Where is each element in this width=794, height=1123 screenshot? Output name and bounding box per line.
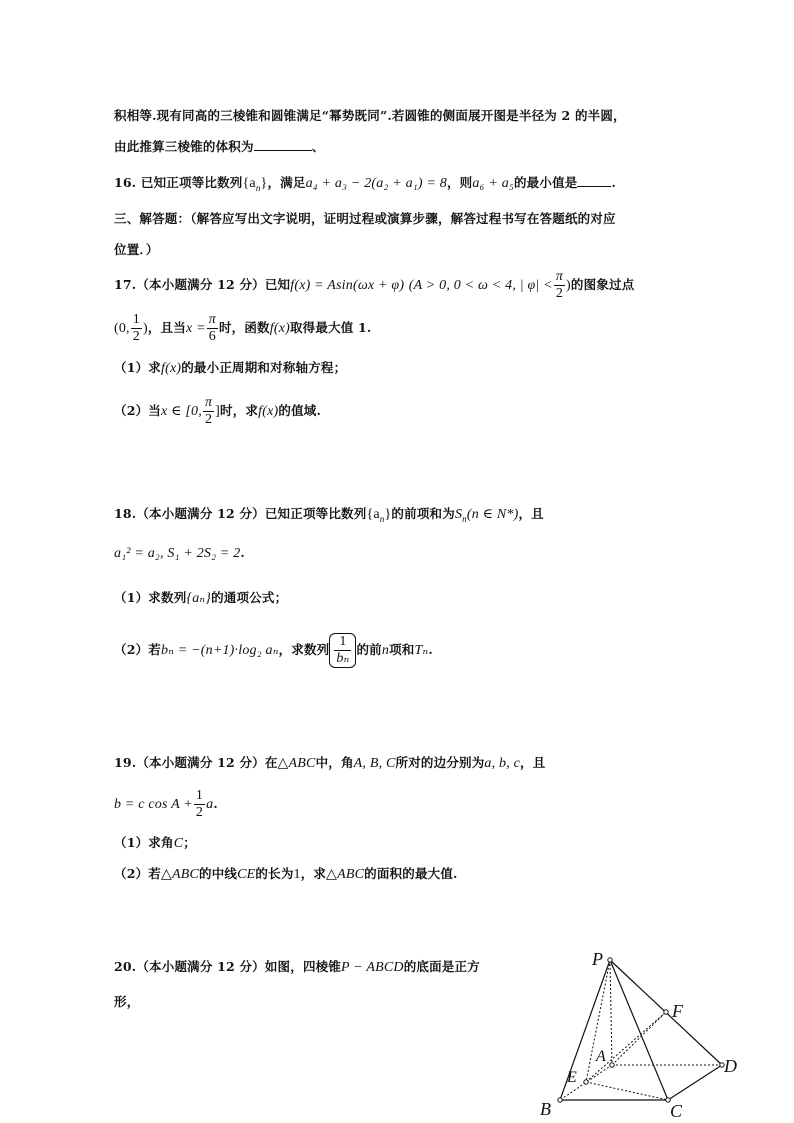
edge-PA: [610, 960, 612, 1065]
point-F: [664, 1010, 668, 1014]
edge-EF: [586, 1012, 666, 1082]
question-19-part-1: （1）求角C；: [114, 835, 196, 851]
question-17-line2: (0, $\frac{1}{2}$ )，且当x = $\frac{\pi}{6}$ 时，函数f(x)取得最大值 1.: [114, 312, 372, 344]
question-19-part-2: （2）若△ABC的中线CE的长为1，求△ABC的面积的最大值.: [114, 866, 458, 882]
vertex-A: [610, 1063, 614, 1067]
question-20-line2: 形，: [114, 994, 140, 1009]
question-18: 18.（本小题满分 12 分）已知正项等比数列$\{a_n\}$的前项和为$S_n(n$ ∈ N*)，且: [114, 506, 544, 524]
question-19: 19.（本小题满分 12 分）在△ABC中，角A, B, C所对的边分别为a, b, c，且: [114, 755, 546, 771]
answer-blank: [577, 174, 611, 187]
label-E: E: [567, 1069, 577, 1086]
label-D: D: [724, 1056, 737, 1076]
label-A: A: [596, 1048, 606, 1065]
edge-EC: [586, 1082, 668, 1100]
vertex-B: [558, 1098, 562, 1102]
point-E: [584, 1080, 588, 1084]
label-B: B: [540, 1099, 551, 1119]
intro-line-1: 积相等.现有同高的三棱锥和圆锥满足“幂势既同”.若圆锥的侧面展开图是半径为 2 的半圆，: [114, 108, 626, 123]
question-17-part-1: （1）求f(x)的最小正周期和对称轴方程；: [114, 360, 347, 376]
section-3-heading: 三、解答题：（解答应写出文字说明，证明过程或演算步骤，解答过程书写在答题纸的对应: [114, 211, 616, 226]
intro-line-2: 由此推算三棱锥的体积为 、: [114, 139, 325, 154]
answer-blank: [254, 138, 312, 151]
section-3-heading-cont: 位置．）: [114, 242, 159, 257]
question-18-condition: a₁² = a₂, S₁ + 2S₂ = 2.: [114, 545, 245, 561]
question-18-part-1: （1）求数列{aₙ}的通项公式；: [114, 590, 288, 606]
question-17: 17.（本小题满分 12 分）已知f(x) = Asin(ωx + φ) (A > 0, 0 < ω < 4, | φ| < $\frac{\pi}{2}$ )的图象过点: [114, 269, 635, 301]
question-17-part-2: （2）当x ∈ [0, $\frac{\pi}{2}$ ]时，求f(x)的值域.: [114, 395, 322, 427]
question-18-part-2: （2）若bₙ = −(n+1)·log₂ aₙ，求数列 $\frac{1}{\text{bₙ}}$ 的前n项和Tₙ.: [114, 634, 433, 666]
question-20: 20.（本小题满分 12 分）如图，四棱锥P − ABCD的底面是正方: [114, 959, 480, 975]
edge-PC: [610, 960, 668, 1100]
question-16: 16. 已知正项等比数列$\{a_n\}$，满足a₄ + a₃ − 2(a₂ + a₁) = 8，则a₆ + a₅的最小值是 .: [114, 175, 617, 193]
edge-AF: [612, 1012, 666, 1065]
edge-CD: [668, 1065, 722, 1100]
pyramid-figure: [530, 945, 750, 1123]
q16-equation: a₄ + a₃ − 2(a₂ + a₁) = 8: [305, 176, 447, 191]
vertex-P: [608, 958, 612, 962]
label-P: P: [592, 949, 603, 969]
question-19-condition: b = c cos A + $\frac{1}{2}$ a.: [114, 788, 218, 820]
label-C: C: [670, 1101, 683, 1121]
label-F: F: [672, 1001, 683, 1021]
